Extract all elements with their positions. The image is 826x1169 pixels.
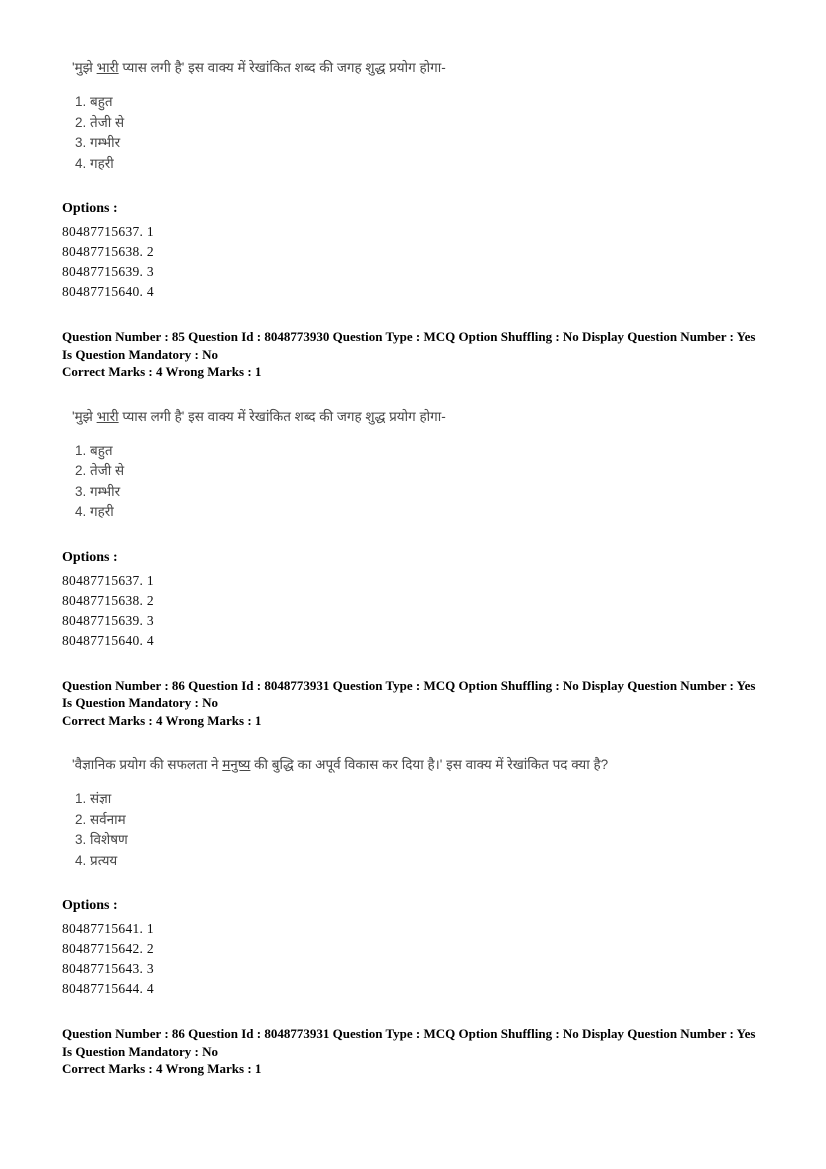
options-label: Options : (62, 201, 118, 216)
choice-item: 2. तेजी से (75, 114, 125, 130)
option-id-list (62, 919, 786, 999)
meta-line: Question Number : 85 Question Id : 8048773930 Question Type : MCQ Option Shuffling : No Display Question Number : Yes (62, 329, 756, 344)
underlined-word: भारी (96, 408, 119, 424)
meta-line: Correct Marks : 4 Wrong Marks : 1 (62, 712, 262, 728)
underlined-word: मनुष्य (222, 757, 251, 772)
choice-list (75, 441, 786, 523)
question-85-block-2 (62, 407, 786, 651)
option-id: 80487715640. 4 (62, 632, 154, 648)
option-id-list (62, 571, 786, 651)
question-85-metadata (62, 328, 786, 381)
option-id: 80487715643. 3 (62, 961, 154, 976)
choice-item: 4. गहरी (75, 155, 114, 171)
question-86-metadata-2 (62, 1025, 786, 1078)
option-id: 80487715639. 3 (62, 612, 154, 628)
choice-item: 1. संज्ञा (75, 791, 112, 806)
meta-line: Is Question Mandatory : No (62, 1043, 219, 1059)
option-id: 80487715639. 3 (62, 264, 154, 279)
question-text-prefix: 'मुझे (72, 60, 97, 75)
choice-item: 1. बहुत (75, 442, 113, 458)
question-text-prefix: 'वैज्ञानिक प्रयोग की सफलता ने (72, 757, 223, 772)
choice-item: 1. बहुत (75, 94, 113, 109)
meta-line: Correct Marks : 4 Wrong Marks : 1 (62, 364, 262, 379)
question-text (72, 58, 786, 78)
question-85-block-1 (62, 58, 786, 302)
choice-list (75, 92, 786, 174)
question-text-suffix: प्यास लगी है' इस वाक्य में रेखांकित शब्द की जगह शुद्ध प्रयोग होगा- (118, 60, 446, 75)
question-text-prefix: 'मुझे (72, 408, 97, 424)
choice-item: 2. सर्वनाम (75, 811, 126, 827)
option-id: 80487715637. 1 (62, 572, 154, 588)
option-id: 80487715638. 2 (62, 244, 154, 259)
meta-line: Is Question Mandatory : No (62, 695, 219, 710)
question-86-metadata-1 (62, 677, 786, 730)
question-text-suffix: प्यास लगी है' इस वाक्य में रेखांकित शब्द की जगह शुद्ध प्रयोग होगा- (118, 408, 446, 424)
option-id: 80487715637. 1 (62, 224, 154, 239)
option-id-list (62, 222, 786, 302)
option-id: 80487715642. 2 (62, 941, 154, 956)
choice-item: 4. प्रत्यय (75, 852, 118, 868)
choice-item: 3. गम्भीर (75, 483, 121, 499)
meta-line: Correct Marks : 4 Wrong Marks : 1 (62, 1061, 262, 1076)
choice-item: 3. विशेषण (75, 832, 128, 847)
choice-item: 3. गम्भीर (75, 135, 121, 150)
underlined-word: भारी (96, 60, 119, 75)
option-id: 80487715638. 2 (62, 592, 154, 608)
option-id: 80487715641. 1 (62, 921, 154, 936)
option-id: 80487715644. 4 (62, 981, 154, 996)
question-text-suffix: की बुद्धि का अपूर्व विकास कर दिया है।' इस वाक्य में रेखांकित पद क्या है? (250, 757, 609, 772)
choice-item: 4. गहरी (75, 504, 114, 519)
question-text (72, 755, 786, 775)
option-id: 80487715640. 4 (62, 284, 154, 299)
options-label: Options : (62, 549, 118, 565)
question-86-block (62, 755, 786, 999)
meta-line: Question Number : 86 Question Id : 8048773931 Question Type : MCQ Option Shuffling : No Display Question Number : Yes (62, 677, 756, 693)
meta-line: Question Number : 86 Question Id : 8048773931 Question Type : MCQ Option Shuffling : No Display Question Number : Yes (62, 1026, 756, 1041)
options-label: Options : (62, 898, 118, 913)
choice-item: 2. तेजी से (75, 463, 125, 478)
question-text (72, 407, 786, 427)
choice-list (75, 789, 786, 871)
meta-line: Is Question Mandatory : No (62, 346, 219, 362)
